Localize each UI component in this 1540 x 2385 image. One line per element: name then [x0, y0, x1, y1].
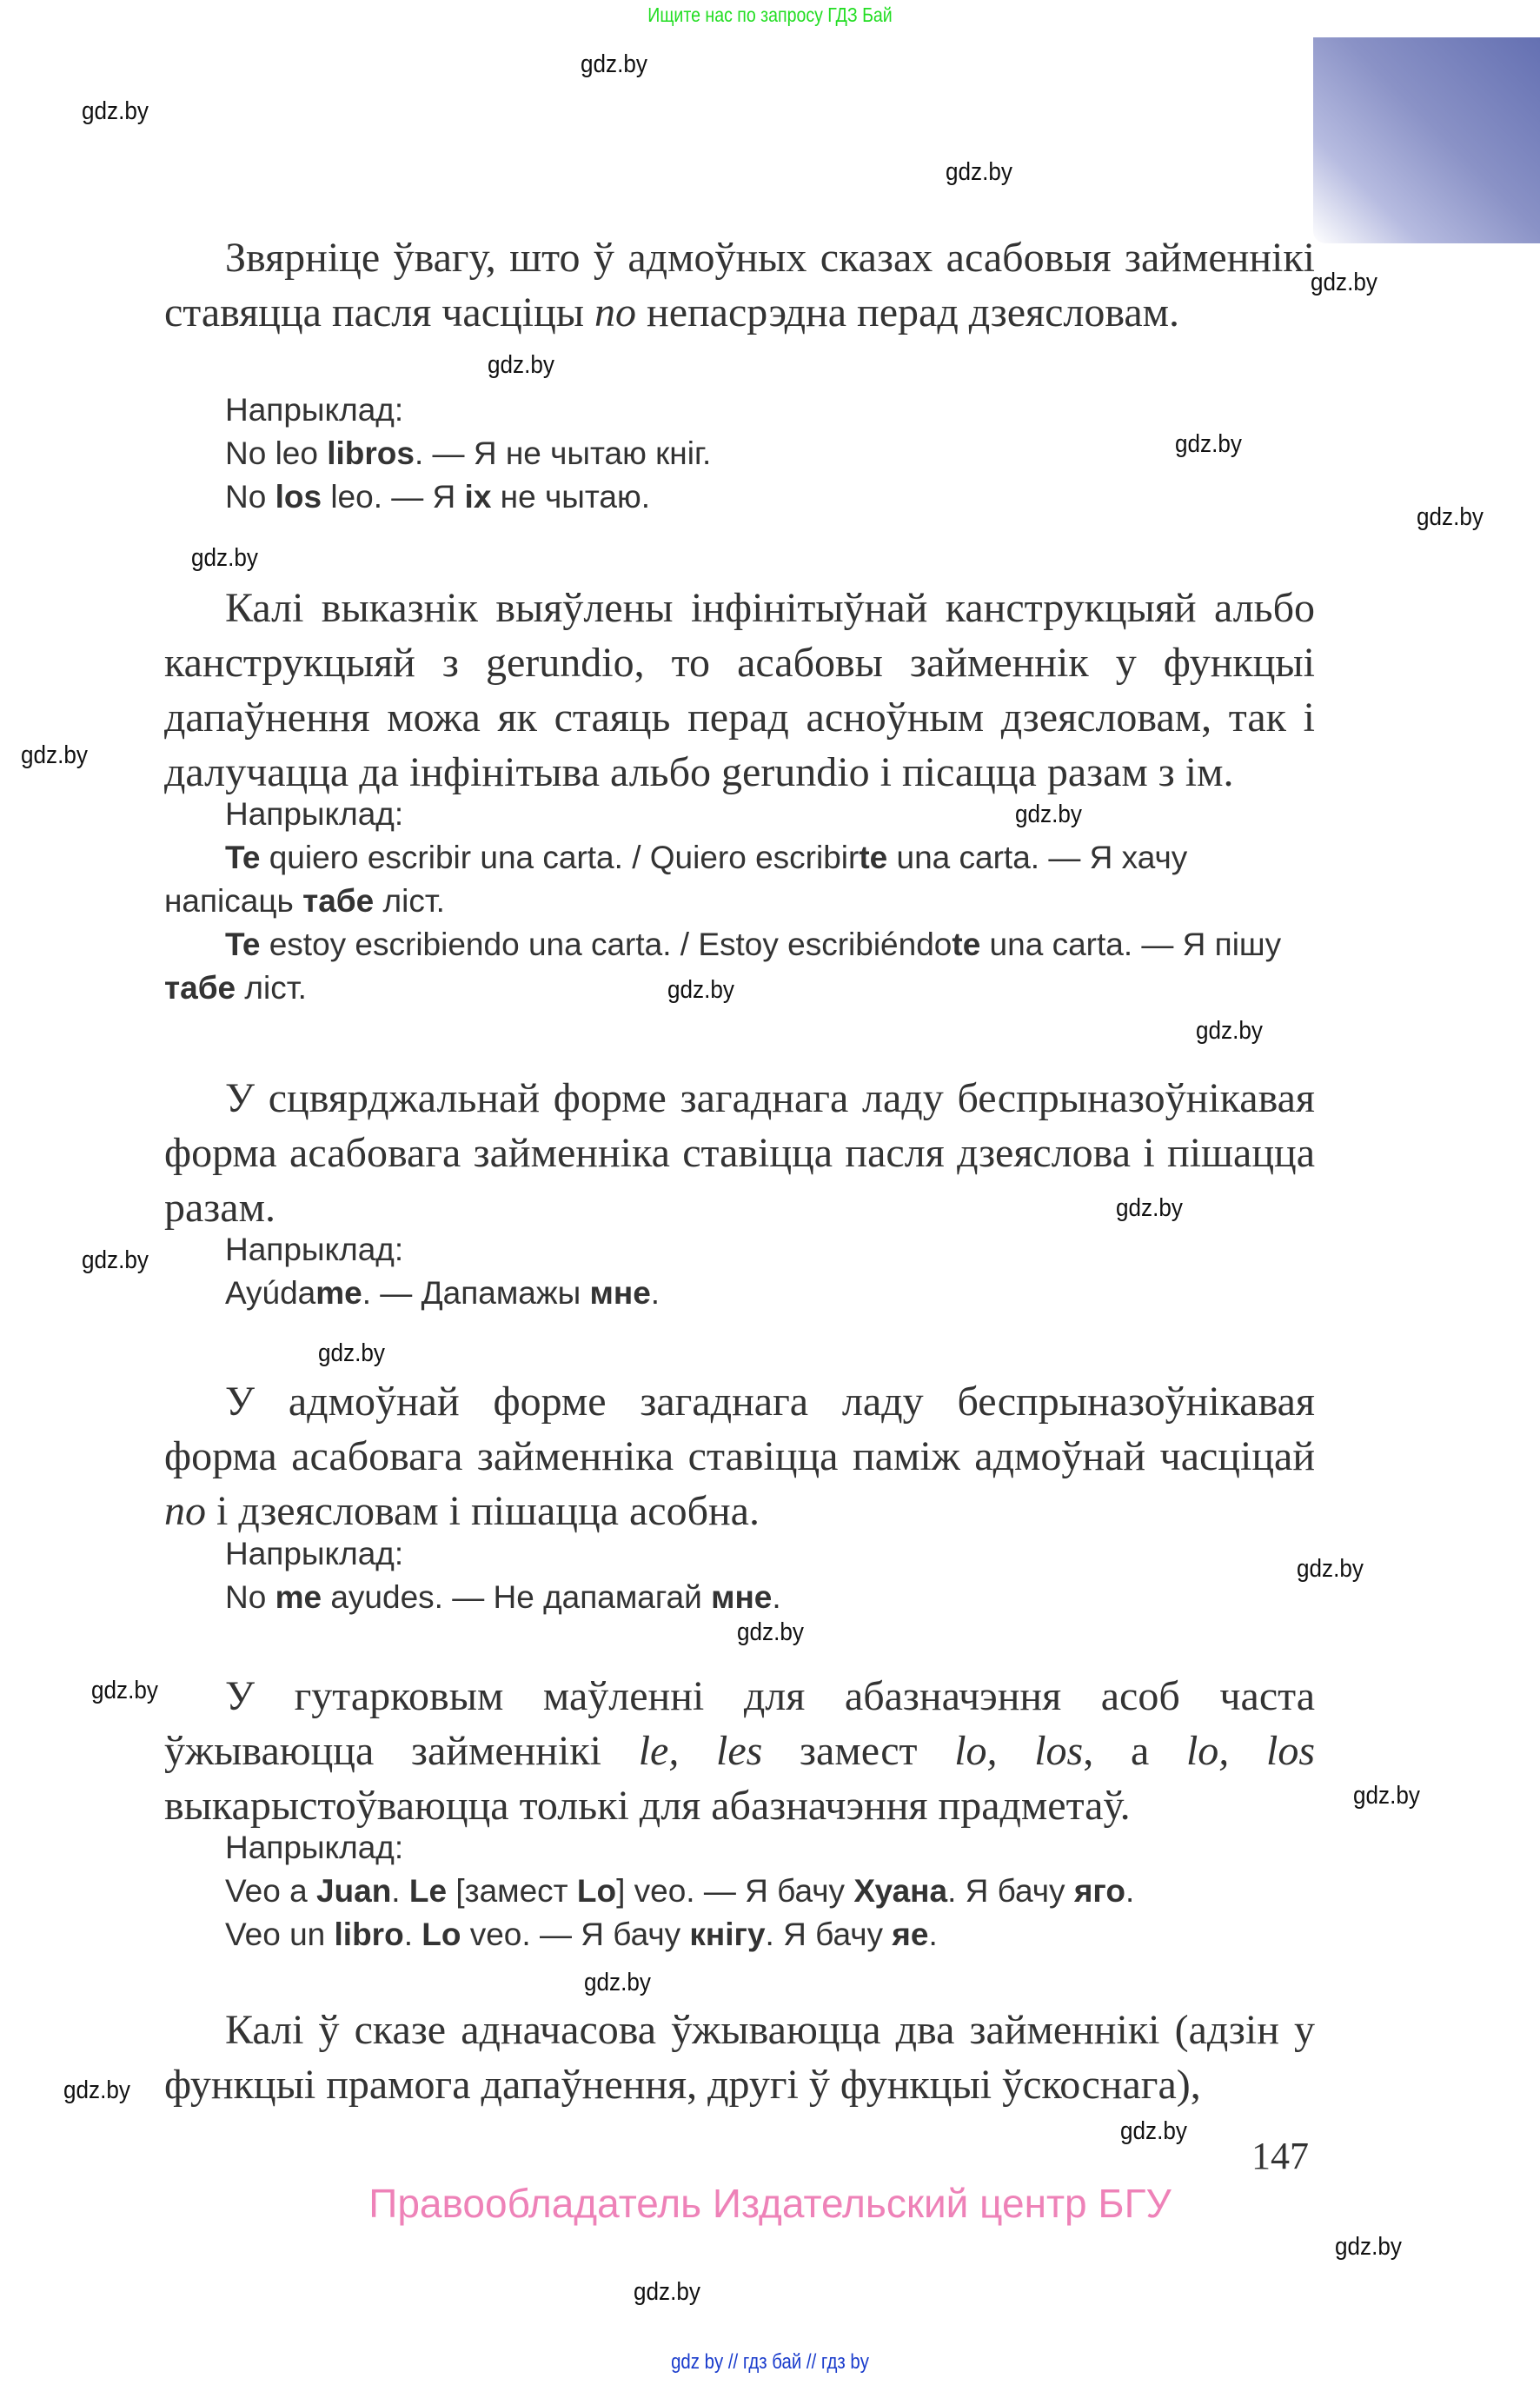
watermark: gdz.by [1120, 2117, 1187, 2145]
italic-term: no [594, 289, 636, 335]
watermark: gdz.by [1116, 1194, 1183, 1222]
highlighted-pronoun: кнігу [689, 1917, 766, 1952]
paragraph-infinitive-gerundio: Калі выказнік выяўлены інфінітыўнай канструкцыяй альбо канструкцыяй з gerundio, то асабовы займеннік у функцыі дапаўнення можа як стаяць перад асноўным дзеясловам, так і далучацца да інфінітыва альбо gerundio і пісацца разам з ім. [164, 585, 1315, 795]
paragraph-two-pronouns: Калі ў сказе адначасова ўжываюцца два займеннікі (адзін у функцыі прамога дапаўнення, другі ў функцыі ўскоснага), [164, 2007, 1315, 2108]
highlighted-pronoun: табе [302, 883, 375, 919]
watermark: gdz.by [1417, 503, 1484, 531]
italic-term: lo, los [954, 1728, 1084, 1774]
highlighted-pronoun: me [275, 1579, 322, 1615]
example-line: Veo a Juan. Le [замест Lo] veo. — Я бачу Хуана. Я бачу яго. [225, 1873, 1135, 1909]
highlighted-pronoun: te [859, 840, 888, 875]
example-line: No leo libros. — Я не чытаю кніг. [225, 435, 712, 471]
watermark: gdz.by [191, 544, 258, 572]
italic-term: le, les [638, 1728, 763, 1774]
watermark: gdz.by [1015, 801, 1082, 828]
highlighted-pronoun: te [952, 927, 981, 962]
highlighted-pronoun: Хуана [853, 1873, 948, 1909]
example-line: Veo un libro. Lo veo. — Я бачу кнігу. Я бачу яе. [225, 1917, 938, 1952]
example-line: Ayúdame. — Дапамажы мне. [225, 1275, 660, 1311]
watermark: gdz.by [488, 351, 554, 379]
watermark: gdz.by [82, 1246, 149, 1274]
highlighted-pronoun: libros [327, 435, 415, 471]
watermark: gdz.by [1297, 1555, 1364, 1583]
highlighted-pronoun: яе [892, 1917, 929, 1952]
footer-links[interactable]: gdz by // гдз бай // гдз by [671, 2350, 869, 2374]
highlighted-pronoun: libro [334, 1917, 404, 1952]
watermark: gdz.by [584, 1969, 651, 1996]
watermark: gdz.by [1353, 1782, 1420, 1810]
watermark: gdz.by [91, 1677, 158, 1704]
example-label: Напрыклад: [225, 392, 404, 428]
watermark: gdz.by [634, 2278, 700, 2306]
example-label: Напрыклад: [225, 1830, 404, 1865]
highlighted-pronoun: Lo [422, 1917, 461, 1952]
watermark: gdz.by [21, 741, 88, 769]
search-hint-banner: Ищите нас по запросу ГДЗ Бай [647, 3, 893, 26]
watermark: gdz.by [946, 158, 1012, 186]
highlighted-pronoun: яго [1073, 1873, 1125, 1909]
watermark: gdz.by [1311, 269, 1377, 296]
page-number: 147 [1251, 2135, 1309, 2177]
highlighted-pronoun: мне [711, 1579, 773, 1615]
highlighted-pronoun: Lo [576, 1873, 617, 1909]
page-corner-decoration [1313, 37, 1540, 243]
watermark: gdz.by [1175, 430, 1242, 458]
example-line: Te estoy escribiendo una carta. / Estoy escribiéndote una carta. — Я пішу табе ліст. [164, 927, 1282, 1006]
watermark: gdz.by [1335, 2233, 1402, 2261]
watermark: gdz.by [318, 1339, 385, 1367]
watermark: gdz.by [82, 97, 149, 125]
italic-term: no [164, 1488, 206, 1534]
watermark: gdz.by [1196, 1017, 1263, 1045]
highlighted-pronoun: іх [464, 479, 492, 515]
highlighted-pronoun: Te [225, 927, 261, 962]
paragraph-affirmative-imperative: У сцвярджальнай форме загаднага ладу беспрыназоўнікавая форма асабовага займенніка ставіцца пасля дзеяслова і пішацца разам. [164, 1075, 1315, 1231]
watermark: gdz.by [667, 976, 734, 1004]
highlighted-pronoun: табе [164, 970, 236, 1006]
highlighted-pronoun: los [275, 479, 322, 515]
copyright-notice: Правообладатель Издательский центр БГУ [368, 2181, 1172, 2226]
watermark: gdz.by [581, 50, 647, 78]
example-line: No me ayudes. — Не дапамагай мне. [225, 1579, 781, 1615]
example-label: Напрыклад: [225, 796, 404, 832]
highlighted-pronoun: me [315, 1275, 362, 1311]
watermark: gdz.by [63, 2076, 130, 2104]
highlighted-pronoun: Le [408, 1873, 448, 1909]
paragraph-negative-imperative: У адмоўнай форме загаднага ладу беспрыназоўнікавая форма асабовага займенніка ставіцца паміж адмоўнай часціцай no і дзеясловам і пішацца асобна. [164, 1379, 1315, 1534]
example-label: Напрыклад: [225, 1536, 404, 1571]
example-line: Te quiero escribir una carta. / Quiero escribirte una carta. — Я хачу напісаць табе ліст. [164, 840, 1188, 919]
paragraph-colloquial-leismo: У гутарковым маўленні для абазначэння асоб часта ўжываюцца займеннікі le, les замест lo, los, а lo, los выкарыстоўваюцца толькі для абазначэння прадметаў. [164, 1673, 1316, 1829]
example-line: No los leo. — Я іх не чытаю. [225, 479, 650, 515]
highlighted-pronoun: Juan [315, 1873, 392, 1909]
highlighted-pronoun: Te [225, 840, 261, 875]
highlighted-pronoun: мне [589, 1275, 651, 1311]
italic-term: lo, los [1185, 1728, 1316, 1774]
example-label: Напрыклад: [225, 1232, 404, 1267]
paragraph-negative-sentences: Звярніце ўвагу, што ў адмоўных сказах асабовыя займеннікі ставяцца пасля часціцы no непасрэдна перад дзеясловам. [164, 235, 1315, 335]
watermark: gdz.by [737, 1618, 804, 1646]
